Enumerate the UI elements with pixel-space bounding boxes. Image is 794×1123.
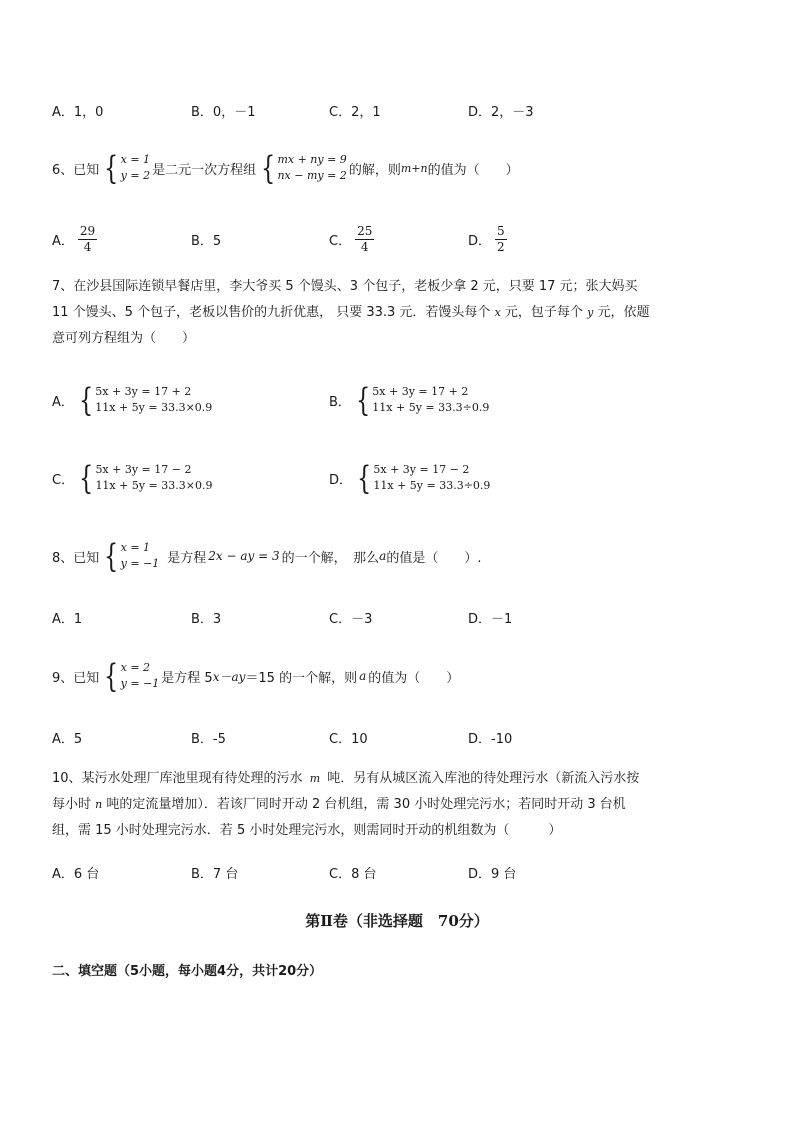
q10-option-d: D．9 台 xyxy=(468,866,517,882)
eq2: 11x + 5y = 33.3÷0.9 xyxy=(372,401,490,414)
q6-option-a-fraction xyxy=(78,224,97,255)
q10-line-2a: 每小时 xyxy=(52,797,92,812)
q5-option-b: B．0，－1 xyxy=(191,104,256,120)
q9-sys-eq1: x = 2 xyxy=(120,661,151,674)
q7-line-3: 意可列方程组为（ ） xyxy=(52,331,196,346)
q6-option-d-fraction xyxy=(495,224,507,255)
q8-system xyxy=(101,537,160,575)
q7-option-b xyxy=(329,380,491,420)
q10-options xyxy=(52,852,754,892)
q6-suffix-b: 的值为（ ） xyxy=(427,162,519,178)
denominator: 2 xyxy=(497,239,505,254)
section-title: 第Ⅱ卷（非选择题 70分） xyxy=(305,912,489,930)
q8-equation: 2x − ay = 3 xyxy=(208,549,280,563)
q8-option-a: A．1 xyxy=(52,611,83,627)
brace-symbol: { xyxy=(104,149,119,187)
q6-sys2-eq1: mx + ny = 9 xyxy=(277,153,347,166)
q6-option-c-label: C． xyxy=(329,233,352,249)
q10-line-2b: 吨的定流量增加）．若该厂同时开动 2 台机组，需 30 小时处理完污水；若同时开动 3 台机 xyxy=(106,797,626,812)
q10-line-2 xyxy=(52,792,742,818)
q9-suffix-a: ＝15 的一个解，则 xyxy=(245,670,358,686)
q7-option-c xyxy=(52,458,214,498)
denominator: 4 xyxy=(83,239,92,254)
q6-options xyxy=(52,218,754,260)
q5-options xyxy=(52,90,754,130)
q6-prefix: 6、已知 xyxy=(52,162,100,178)
numerator: 29 xyxy=(79,223,96,238)
q8-middle: 是方程 xyxy=(167,550,207,566)
q6-option-d-label: D． xyxy=(468,233,492,249)
q6-system-1 xyxy=(101,149,151,187)
q6-sys1-eq2: y = 2 xyxy=(120,169,151,182)
q6-stem xyxy=(52,148,519,188)
q9-prefix: 9、已知 xyxy=(52,670,100,686)
q9-equation: x－ay xyxy=(212,669,246,684)
q9-option-d: D．-10 xyxy=(468,731,513,747)
q7-option-c-system xyxy=(76,459,213,497)
q7-var-y: y xyxy=(587,306,594,319)
eq1: 5x + 3y = 17 + 2 xyxy=(95,385,192,398)
eq2: 11x + 5y = 33.3×0.9 xyxy=(95,401,213,414)
q7-option-b-system xyxy=(353,381,490,419)
q6-system-2 xyxy=(258,149,347,187)
q7-line-2b: 元，包子每个 xyxy=(504,305,583,320)
q7-option-b-label: B． xyxy=(329,394,351,410)
q10-line-1 xyxy=(52,766,742,792)
section-subtitle: 二、填空题（5小题，每小题4分，共计20分） xyxy=(52,964,323,979)
denominator: 4 xyxy=(360,239,369,254)
q7-option-d-system xyxy=(354,459,491,497)
q8-option-b: B．3 xyxy=(191,611,222,627)
q9-option-b: B．-5 xyxy=(191,731,226,747)
q9-option-a: A．5 xyxy=(52,731,83,747)
q8-prefix: 8、已知 xyxy=(52,550,100,566)
q6-mn: m+n xyxy=(400,161,428,175)
q8-option-c: C．－3 xyxy=(329,611,373,627)
q10-stem xyxy=(52,766,742,844)
q5-option-c: C．2，1 xyxy=(329,104,381,120)
q6-option-a-label: A． xyxy=(52,233,74,249)
eq1: 5x + 3y = 17 + 2 xyxy=(372,385,469,398)
q6-sys2-eq2: nx − my = 2 xyxy=(277,169,347,182)
q6-sys1-eq1: x = 1 xyxy=(120,153,151,166)
q9-options xyxy=(52,717,754,757)
q6-option-d xyxy=(468,218,507,260)
q8-sys-eq2: y = −1 xyxy=(120,557,160,570)
q6-middle: 是二元一次方程组 xyxy=(152,162,257,178)
q10-option-b: B．7 台 xyxy=(191,866,239,882)
q9-sys-eq2: y = −1 xyxy=(120,677,160,690)
q6-suffix-a: 的解，则 xyxy=(348,162,401,178)
eq1: 5x + 3y = 17 − 2 xyxy=(95,463,192,476)
q6-option-b: B．5 xyxy=(191,233,222,249)
q8-suffix-a: 的一个解， 那么 xyxy=(281,550,380,566)
q10-option-a: A．6 台 xyxy=(52,866,100,882)
q9-middle: 是方程 5 xyxy=(161,670,213,686)
q10-option-c: C．8 台 xyxy=(329,866,377,882)
q6-option-c-fraction xyxy=(355,224,374,255)
q7-line-2a: 11 个馒头、5 个包子，老板以售价的九折优惠， 只要 33.3 元．若馒头每个 xyxy=(52,305,491,320)
q7-options-row-2 xyxy=(52,458,754,498)
q8-var-a: a xyxy=(379,549,387,563)
numerator: 5 xyxy=(497,223,505,238)
q10-line-1a: 10、某污水处理厂库池里现有待处理的污水 xyxy=(52,771,303,786)
q8-suffix-b: 的值是（ ）. xyxy=(386,550,482,566)
q8-stem xyxy=(52,536,481,576)
q10-line-1b: 吨．另有从城区流入库池的待处理污水（新流入污水按 xyxy=(327,771,640,786)
q7-var-x: x xyxy=(494,306,501,319)
q6-option-c xyxy=(329,218,374,260)
q5-option-a: A．1，0 xyxy=(52,104,104,120)
q6-option-a xyxy=(52,218,97,260)
q7-option-c-label: C． xyxy=(52,472,75,488)
brace-symbol: { xyxy=(357,459,372,497)
q7-options-row-1 xyxy=(52,380,754,420)
q7-line-2c: 元，依题 xyxy=(597,305,650,320)
numerator: 25 xyxy=(357,223,373,238)
q10-var-m: m xyxy=(309,772,321,785)
q8-options xyxy=(52,597,754,637)
eq1: 5x + 3y = 17 − 2 xyxy=(373,463,470,476)
q9-var-a: a xyxy=(359,669,367,683)
q9-system xyxy=(101,657,160,695)
q9-stem xyxy=(52,656,459,696)
brace-symbol: { xyxy=(104,657,119,695)
q7-line-1: 7、在沙县国际连锁早餐店里，李大爷买 5 个馒头、3 个包子，老板少拿 2 元，只要 17 元；张大妈买 xyxy=(52,279,638,294)
q7-option-a-label: A． xyxy=(52,394,74,410)
brace-symbol: { xyxy=(355,381,371,419)
brace-symbol: { xyxy=(79,459,94,497)
q7-option-a xyxy=(52,380,214,420)
q8-sys-eq1: x = 1 xyxy=(120,541,151,554)
q7-stem xyxy=(52,274,742,352)
q9-option-c: C．10 xyxy=(329,731,368,747)
q10-var-n: n xyxy=(95,798,103,811)
q9-suffix-b: 的值为（ ） xyxy=(368,670,460,686)
eq2: 11x + 5y = 33.3×0.9 xyxy=(95,479,213,492)
brace-symbol: { xyxy=(261,149,276,187)
q5-option-d: D．2，－3 xyxy=(468,104,534,120)
brace-symbol: { xyxy=(78,381,94,419)
q10-line-3: 组，需 15 小时处理完污水．若 5 小时处理完污水，则需同时开动的机组数为（ ） xyxy=(52,823,562,838)
eq2: 11x + 5y = 33.3÷0.9 xyxy=(373,479,491,492)
q7-line-2 xyxy=(52,300,742,326)
q8-option-d: D．－1 xyxy=(468,611,513,627)
q7-option-d xyxy=(329,458,492,498)
q7-option-d-label: D． xyxy=(329,472,353,488)
brace-symbol: { xyxy=(104,537,119,575)
q7-option-a-system xyxy=(76,381,213,419)
